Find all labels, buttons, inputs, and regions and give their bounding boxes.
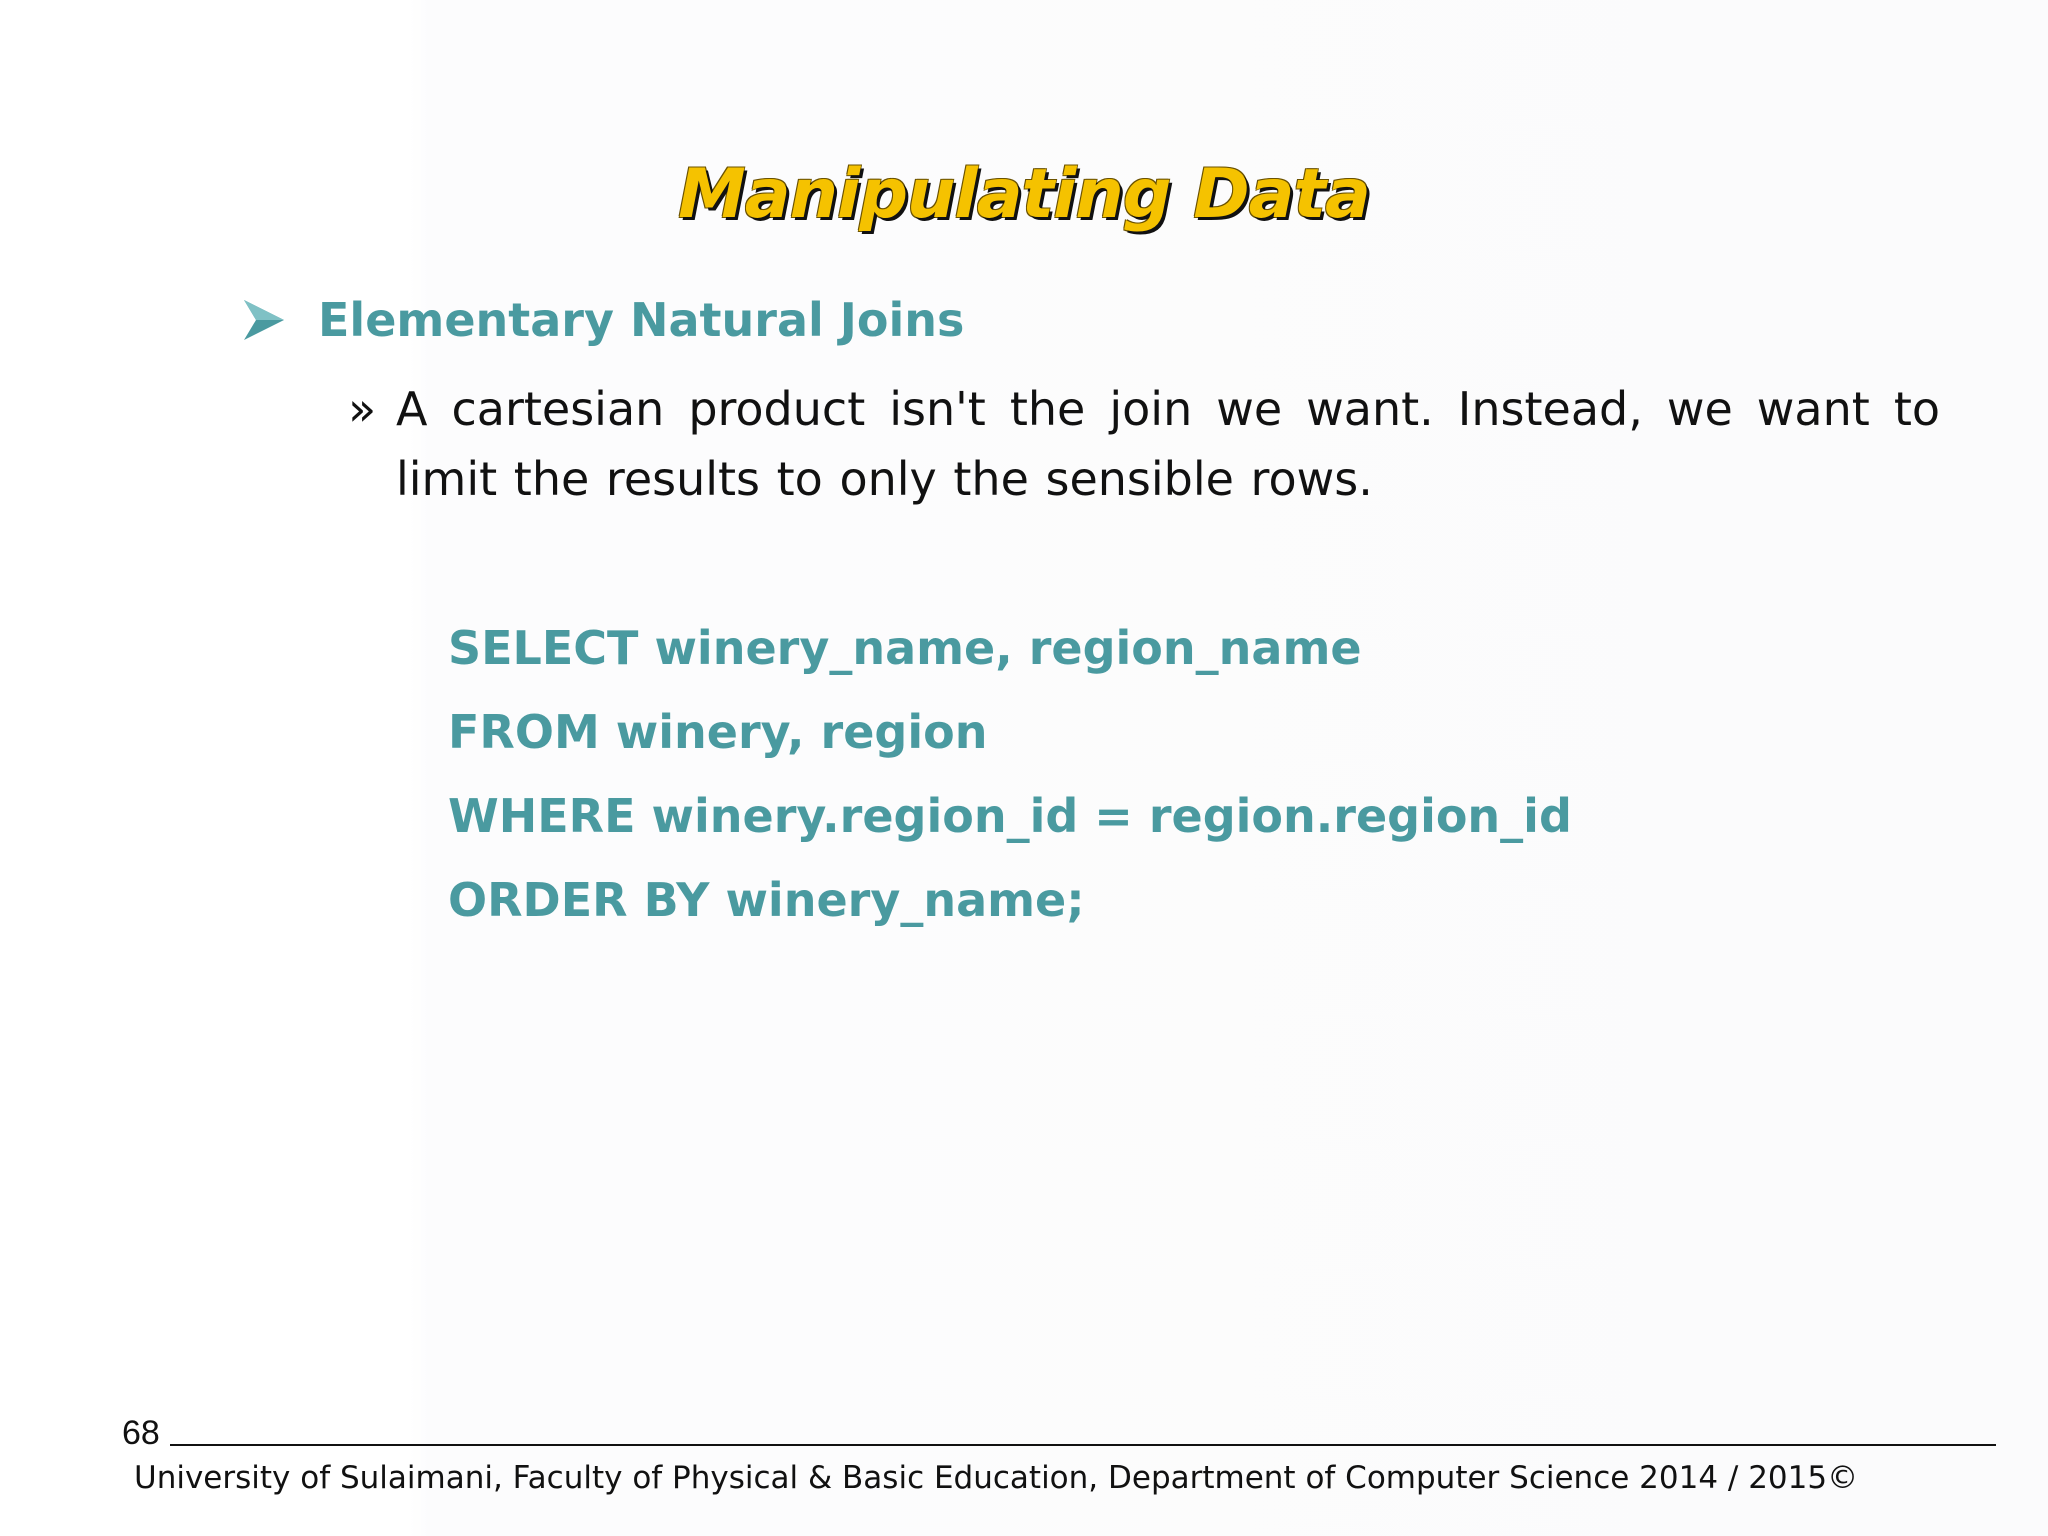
sub-bullet-marker: » <box>348 382 377 436</box>
code-line-where: WHERE winery.region_id = region.region_id <box>448 789 1572 843</box>
arrow-bullet-icon <box>242 298 286 342</box>
code-line-select: SELECT winery_name, region_name <box>448 621 1362 675</box>
bullet-heading <box>242 290 964 350</box>
code-line-from: FROM winery, region <box>448 705 988 759</box>
footer-text: University of Sulaimani, Faculty of Physical & Basic Education, Department of Computer Science 2014 / 2015© <box>134 1460 1859 1496</box>
sql-code-block <box>448 606 1572 942</box>
bullet-label: Elementary Natural Joins <box>318 293 965 347</box>
footer-divider <box>170 1444 1996 1446</box>
sub-bullet <box>348 374 1940 514</box>
sub-bullet-text: A cartesian product isn't the join we want. Instead, we want to limit the results to only the sensible rows. <box>396 382 1940 506</box>
slide-title: Manipulating Data <box>678 155 1370 234</box>
page-number: 68 <box>122 1414 160 1452</box>
code-line-order-by: ORDER BY winery_name; <box>448 873 1085 927</box>
